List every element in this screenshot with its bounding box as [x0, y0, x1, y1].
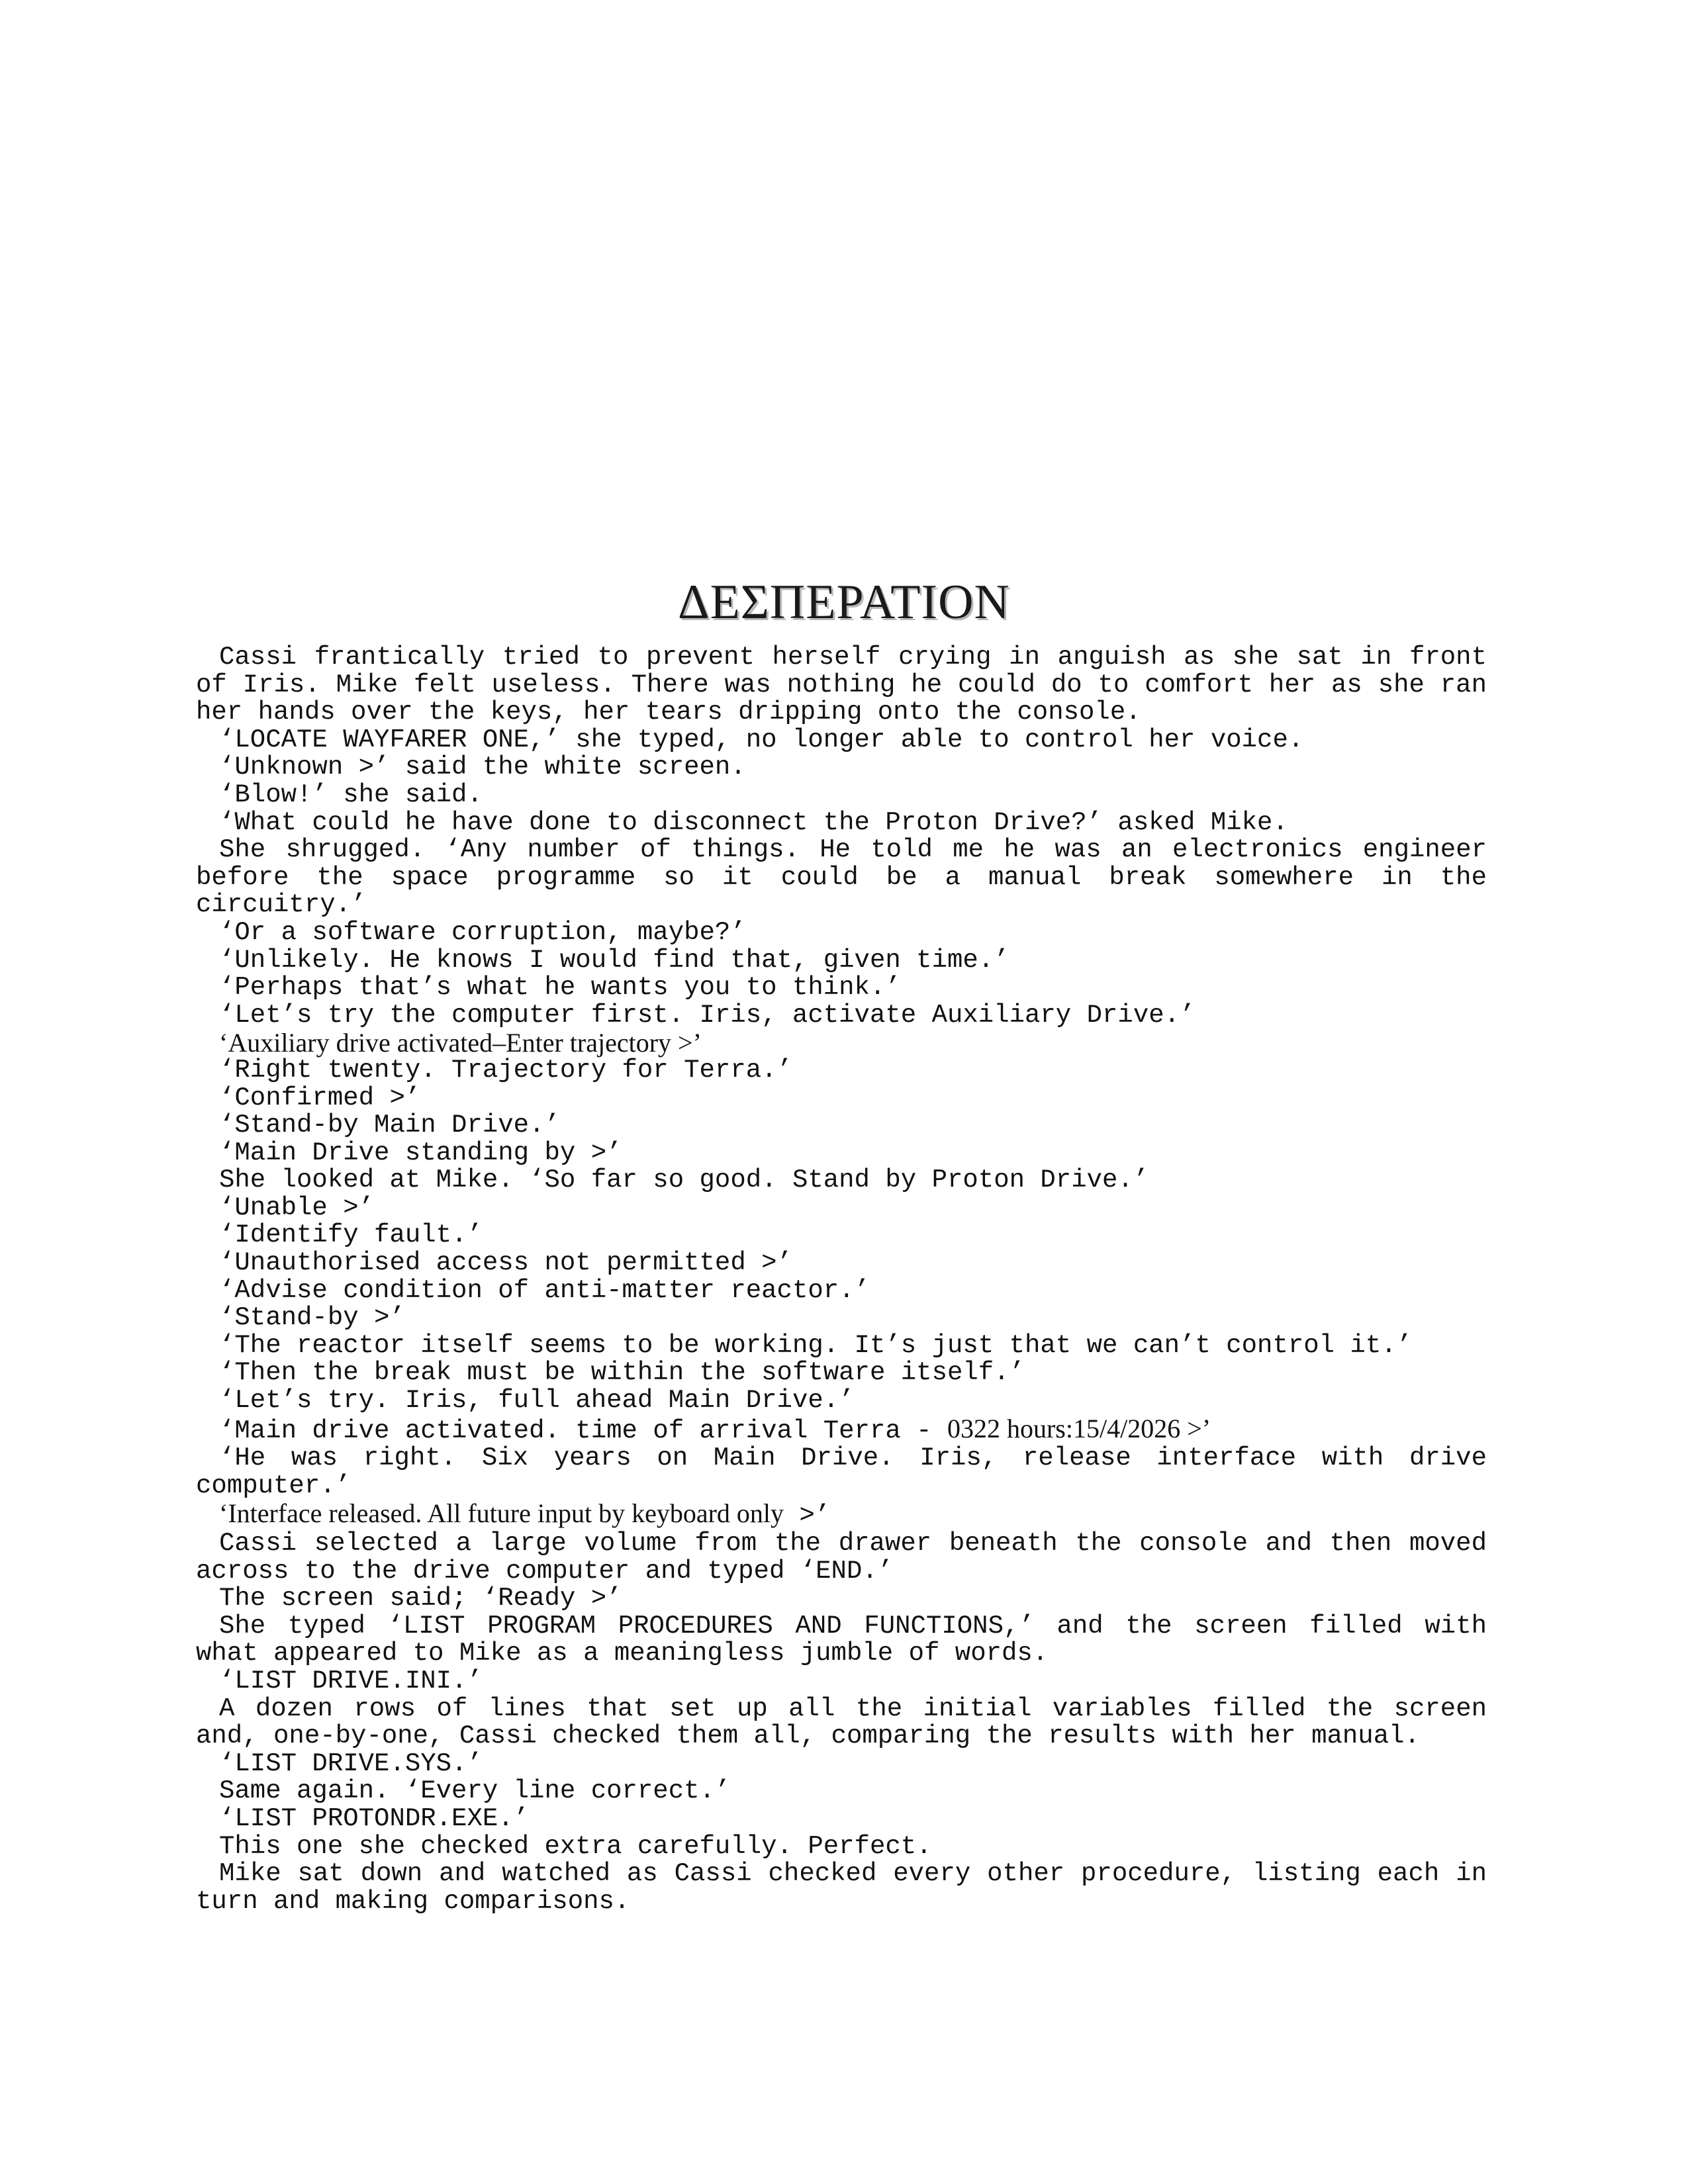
paragraph: ‘LIST DRIVE.SYS.’: [219, 1749, 483, 1778]
paragraph: ‘Confirmed >’: [219, 1083, 421, 1113]
chapter-title: ΔΕΣΠΕΡΑΤΙΟΝ: [678, 574, 1010, 629]
paragraph: ‘Let’s try. Iris, full ahead Main Drive.’: [219, 1386, 855, 1416]
paragraph: Cassi selected a large volume from the drawer beneath the console and then moved across to the drive computer and typed ‘END.’: [196, 1529, 1487, 1586]
paragraph: ‘Perhaps that’s what he wants you to think.’: [219, 973, 901, 1003]
paragraph: ‘Advise condition of anti-matter reactor.’: [219, 1275, 870, 1305]
paragraph: ‘Unknown >’ said the white screen.: [219, 752, 746, 782]
paragraph: ‘The reactor itself seems to be working. It’s just that we can’t control it.’: [219, 1330, 1413, 1360]
paragraph: ‘Main Drive standing by >’: [219, 1138, 622, 1167]
paragraph: ‘LIST DRIVE.INI.’: [219, 1666, 483, 1696]
paragraph: ‘He was right. Six years on Main Drive. Iris, release interface with drive computer.’: [196, 1443, 1487, 1500]
paragraph: She looked at Mike. ‘So far so good. Stand by Proton Drive.’: [219, 1165, 1149, 1195]
paragraph: Cassi frantically tried to prevent herself crying in anguish as she sat in front of Iris. Mike felt useless. There was nothing he could do to comfort her as she ran her hands over the keys, her tears dripping onto the console.: [196, 643, 1487, 727]
paragraph: Mike sat down and watched as Cassi checked every other procedure, listing each in turn and making comparisons.: [196, 1859, 1487, 1916]
paragraph: ‘Right twenty. Trajectory for Terra.’: [219, 1055, 792, 1085]
paragraph: ‘Stand-by Main Drive.’: [219, 1111, 560, 1140]
paragraph: ‘Unlikely. He knows I would find that, given time.’: [219, 945, 1009, 975]
paragraph: ‘Identify fault.’: [219, 1220, 483, 1250]
main-drive-eta: 0322 hours:15/4/2026 >’: [947, 1413, 1211, 1443]
paragraph: ‘Or a software corruption, maybe?’: [219, 917, 746, 947]
paragraph: ‘Then the break must be within the software itself.’: [219, 1358, 1025, 1388]
main-drive-text: ‘Main drive activated. time of arrival Terra -: [219, 1416, 947, 1445]
interface-prompt: >’: [784, 1501, 831, 1531]
paragraph: ‘Unauthorised access not permitted >’: [219, 1248, 792, 1278]
paragraph: ‘Unable >’: [219, 1193, 375, 1222]
paragraph: ‘Auxiliary drive activated–Enter trajectory >’: [219, 1028, 702, 1058]
chapter-body: [196, 644, 1487, 1915]
paragraph: A dozen rows of lines that set up all the initial variables filled the screen and, one-by-one, Cassi checked them all, comparing the results with her manual.: [196, 1694, 1487, 1751]
paragraph: ‘LIST PROTONDR.EXE.’: [219, 1803, 530, 1833]
paragraph-main-drive-status: [196, 1415, 1487, 1445]
paragraph: She shrugged. ‘Any number of things. He told me he was an electronics engineer before the space programme so it could be a manual break somewhere in the circuitry.’: [196, 835, 1487, 920]
paragraph-interface-status: [196, 1500, 1487, 1530]
paragraph: Same again. ‘Every line correct.’: [219, 1776, 731, 1806]
paragraph: She typed ‘LIST PROGRAM PROCEDURES AND FUNCTIONS,’ and the screen filled with what appeared to Mike as a meaningless jumble of words.: [196, 1611, 1487, 1668]
paragraph: ‘LOCATE WAYFARER ONE,’ she typed, no longer able to control her voice.: [219, 725, 1304, 754]
paragraph: This one she checked extra carefully. Perfect.: [219, 1831, 932, 1861]
paragraph: ‘Let’s try the computer first. Iris, activate Auxiliary Drive.’: [219, 1000, 1196, 1030]
paragraph: The screen said; ‘Ready >’: [219, 1584, 622, 1614]
paragraph: ‘Blow!’ she said.: [219, 780, 483, 809]
interface-text: ‘Interface released. All future input by keyboard only: [219, 1498, 784, 1529]
paragraph: ‘Stand-by >’: [219, 1303, 405, 1333]
paragraph: ‘What could he have done to disconnect the Proton Drive?’ asked Mike.: [219, 807, 1288, 837]
